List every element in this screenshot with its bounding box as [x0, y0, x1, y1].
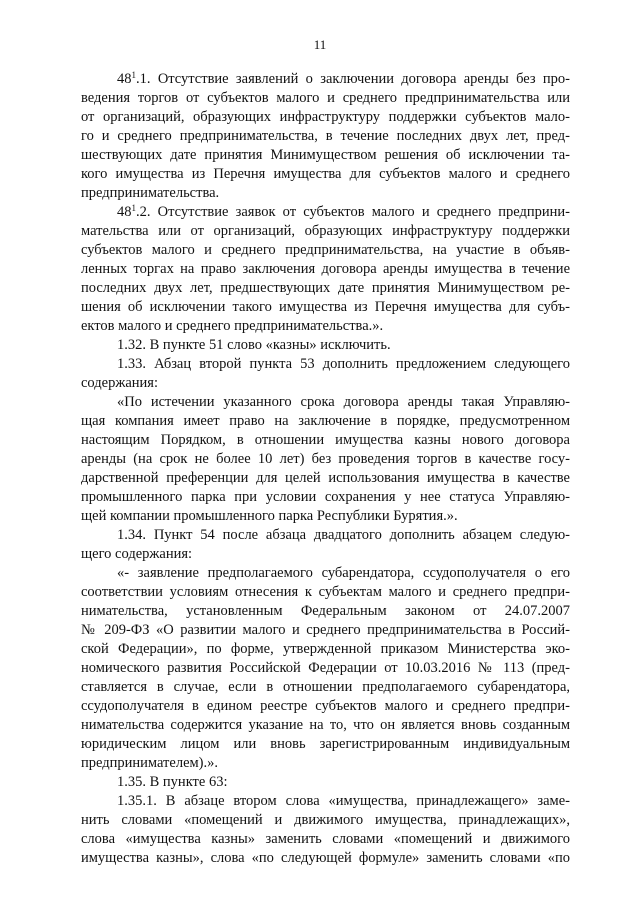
paragraph-1-33: [81, 355, 570, 393]
line-text: .2. Отсутствие заявок от субъектов малого и среднего предприни-: [136, 204, 570, 220]
text-line: 1.32. В пункте 51 слово «казны» исключить.: [117, 337, 391, 353]
text-line: ектов малого и среднего предпринимательства.».: [81, 318, 384, 334]
text-line: [81, 70, 570, 89]
superscript: 1: [131, 70, 136, 80]
text-line: щая компания имеет право на заключение в порядке, предусмотренном: [81, 413, 570, 429]
text-line: промышленного парка при условии сохранения у нее статуса Управляю-: [81, 489, 570, 505]
text-line: 1.33. Абзац второй пункта 53 дополнить предложением следующего: [117, 356, 570, 372]
item-number: 48: [117, 204, 132, 220]
text-line: 1.35. В пункте 63:: [117, 774, 228, 790]
text-line: субъектов малого и среднего предпринимательства, на участие в объяв-: [81, 242, 570, 258]
text-line: 1.35.1. В абзаце втором слова «имущества, принадлежащего» заме-: [117, 793, 570, 809]
paragraph-48-1-2: [81, 203, 570, 336]
item-number: 48: [117, 71, 132, 87]
text-line: «По истечении указанного срока договора аренды такая Управляю-: [117, 394, 570, 410]
text-line: содержания:: [81, 375, 159, 391]
text-line: № 209-ФЗ «О развитии малого и среднего предпринимательства в Россий-: [81, 622, 570, 638]
text-line: ставляется в случае, если в отношении предполагаемого субарендатора,: [81, 679, 570, 695]
text-line: последних двух лет, предшествующих дате принятия Минимуществом ре-: [81, 280, 570, 296]
text-line: нимательства содержится указание на то, что он является вновь созданным: [81, 717, 570, 733]
text-line: мательства или от организаций, образующих инфраструктуру поддержки: [81, 223, 570, 239]
text-line: щей компании промышленного парка Республики Бурятия.».: [81, 508, 458, 524]
text-line: соответствии условиям отнесения к субъектам малого и среднего предпри-: [81, 584, 570, 600]
text-line: «- заявление предполагаемого субарендатора, ссудополучателя о его: [117, 565, 570, 581]
paragraph-1-35-1: [81, 792, 570, 868]
text-line: предпринимателем).».: [81, 755, 219, 771]
page-number: 11: [313, 37, 327, 52]
text-line: имущества казны», слова «по следующей формуле» заменить словами «по: [81, 850, 570, 866]
text-line: шествующих дате принятия Минимуществом решения об исключении та-: [81, 147, 570, 163]
line-text: .1. Отсутствие заявлений о заключении договора аренды без про-: [136, 71, 570, 87]
superscript: 1: [131, 203, 136, 213]
text-line: юридическим лицом или вновь зарегистрированным индивидуальным: [81, 736, 570, 752]
paragraph-1-33-quote: [81, 393, 570, 526]
text-line: щего содержания:: [81, 546, 193, 562]
text-line: кого имущества из Перечня имущества для субъектов малого и среднего: [81, 166, 570, 182]
text-line: ленных торгах на право заключения договора аренды имущества в течение: [81, 261, 570, 277]
text-line: шения об исключении такого имущества из Перечня имущества для субъ-: [81, 299, 570, 315]
paragraph-1-35: [81, 773, 570, 792]
text-line: нить словами «помещений и движимого имущества, принадлежащих»,: [81, 812, 570, 828]
paragraph-1-34: [81, 526, 570, 564]
text-line: дарственной преференции для целей использования имущества в качестве: [81, 470, 570, 486]
text-line: ведения торгов от субъектов малого и среднего предпринимательства или: [81, 90, 570, 106]
text-line: [81, 203, 570, 222]
text-line: номического развития Российской Федерации от 10.03.2016 № 113 (пред-: [81, 660, 570, 676]
paragraph-48-1-1: [81, 70, 570, 203]
text-line: слова «имущества казны» заменить словами «помещений и движимого: [81, 831, 570, 847]
text-line: ской Федерации», по форме, утвержденной приказом Министерства эко-: [81, 641, 570, 657]
text-line: настоящим Порядком, в отношении имущества казны нового договора: [81, 432, 570, 448]
paragraph-1-34-quote: [81, 564, 570, 773]
text-line: аренды (на срок не более 10 лет) без проведения торгов в качестве госу-: [81, 451, 570, 467]
text-line: го и среднего предпринимательства, в течение последних двух лет, пред-: [81, 128, 570, 144]
text-line: нимательства, установленным Федеральным законом от 24.07.2007: [81, 603, 570, 619]
text-line: 1.34. Пункт 54 после абзаца двадцатого дополнить абзацем следую-: [117, 527, 570, 543]
paragraph-1-32: [81, 336, 570, 355]
text-line: от организаций, образующих инфраструктуру поддержки субъектов мало-: [81, 109, 570, 125]
text-line: ссудополучателя в едином реестре субъектов малого и среднего предпри-: [81, 698, 570, 714]
text-line: предпринимательства.: [81, 185, 220, 201]
document-body: [81, 70, 570, 868]
